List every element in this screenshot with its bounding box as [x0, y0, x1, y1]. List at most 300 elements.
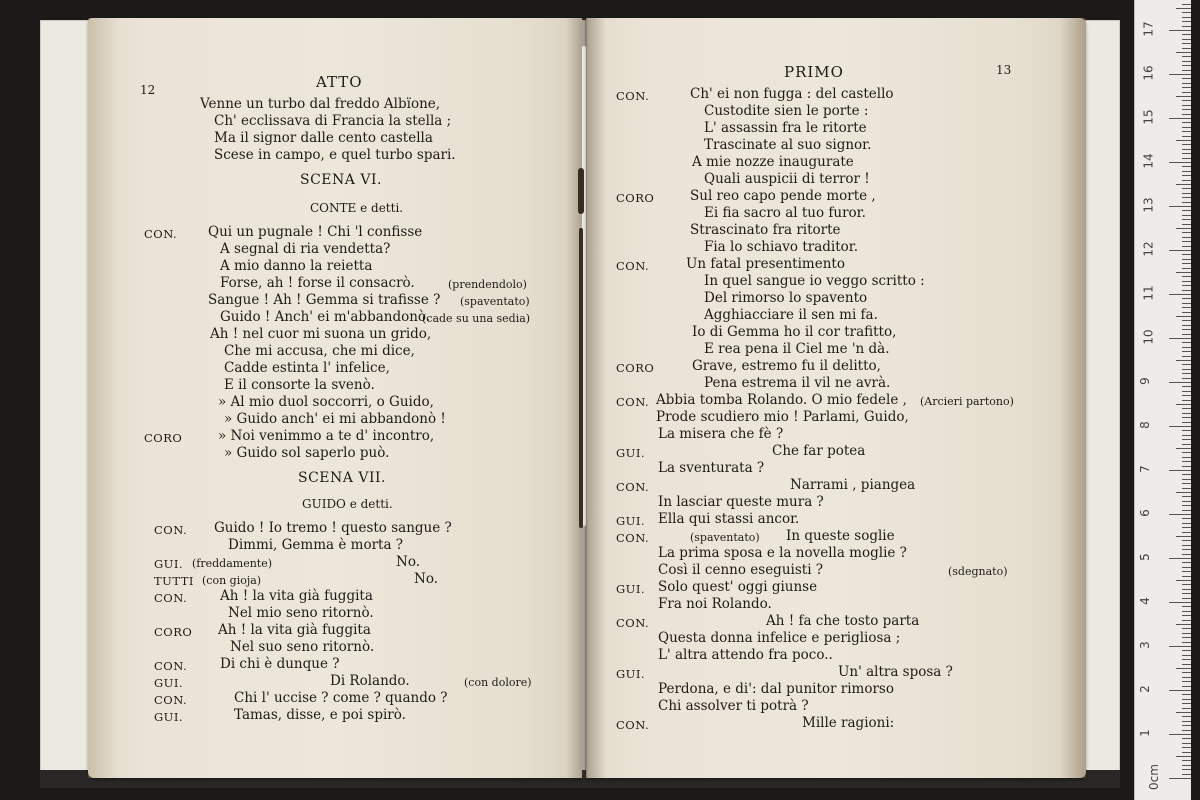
ruler-label: 5 — [1137, 553, 1152, 561]
ruler-tick — [1182, 65, 1191, 66]
ruler-tick — [1182, 743, 1191, 744]
verse-line: Un fatal presentimento — [686, 256, 845, 272]
stage-direction: (spaventato) — [690, 531, 760, 544]
ruler-tick — [1182, 202, 1191, 203]
ruler-tick — [1182, 694, 1191, 695]
ruler-tick — [1182, 246, 1191, 247]
ruler-tick — [1169, 690, 1191, 691]
stage-direction: (freddamente) — [192, 557, 273, 570]
verse-line: Agghiacciare il sen mi fa. — [704, 307, 878, 323]
ruler-tick — [1176, 272, 1191, 273]
verse-line: Nel suo seno ritornò. — [230, 639, 375, 655]
ruler-label: 3 — [1137, 641, 1152, 649]
verse-line: Sangue ! Ah ! Gemma si trafisse ? — [208, 292, 441, 308]
verse-line: Quali auspicii di terror ! — [704, 171, 870, 187]
ruler-tick — [1182, 760, 1191, 761]
verse-line: No. — [414, 571, 438, 587]
ruler-tick — [1182, 628, 1191, 629]
ruler-tick — [1169, 118, 1191, 119]
speaker-label: CON. — [616, 616, 650, 630]
stage-direction: (Arcieri partono) — [920, 395, 1014, 408]
ruler-tick — [1182, 725, 1191, 726]
verse-line: Ah ! fa che tosto parta — [766, 613, 920, 629]
ruler-tick — [1182, 593, 1191, 594]
ruler-tick — [1182, 329, 1191, 330]
ruler-tick — [1182, 699, 1191, 700]
ruler-tick — [1182, 765, 1191, 766]
ruler-tick — [1182, 268, 1191, 269]
ruler-tick — [1182, 56, 1191, 57]
speaker-label: CON. — [154, 659, 188, 673]
ruler-tick — [1182, 298, 1191, 299]
book-gutter — [566, 18, 606, 778]
ruler-tick — [1182, 518, 1191, 519]
ruler-tick — [1182, 78, 1191, 79]
speaker-label: CON. — [616, 395, 650, 409]
ruler-tick — [1182, 325, 1191, 326]
ruler-tick — [1182, 567, 1191, 568]
ruler-tick — [1176, 404, 1191, 405]
ruler-tick — [1182, 290, 1191, 291]
speaker-label: CON. — [154, 523, 188, 537]
ruler-tick — [1182, 83, 1191, 84]
ruler-tick — [1182, 105, 1191, 106]
ruler-tick — [1182, 347, 1191, 348]
ruler-tick — [1182, 413, 1191, 414]
ruler-tick — [1182, 461, 1191, 462]
ruler-tick — [1182, 523, 1191, 524]
verse-line: Che mi accusa, che mi dice, — [224, 343, 415, 359]
ruler-tick — [1182, 730, 1191, 731]
ruler-tick — [1182, 219, 1191, 220]
ruler-tick — [1182, 664, 1191, 665]
ruler-tick — [1169, 514, 1191, 515]
ruler-tick — [1182, 672, 1191, 673]
speaker-label: GUI. — [616, 667, 646, 681]
ruler-tick — [1182, 395, 1191, 396]
ruler-tick — [1169, 426, 1191, 427]
ruler-tick — [1182, 642, 1191, 643]
ruler-tick — [1182, 61, 1191, 62]
binding-cord — [579, 228, 583, 528]
ruler-tick — [1182, 369, 1191, 370]
verse-line: L' assassin fra le ritorte — [704, 120, 867, 136]
ruler-tick — [1182, 87, 1191, 88]
ruler-tick — [1182, 100, 1191, 101]
speaker-label: GUI. — [616, 446, 646, 460]
verse-line: Io di Gemma ho il cor trafitto, — [692, 324, 897, 340]
speaker-label: CON. — [616, 480, 650, 494]
verse-line: No. — [396, 554, 420, 570]
ruler-tick — [1182, 655, 1191, 656]
ruler-tick — [1182, 312, 1191, 313]
ruler-tick — [1182, 721, 1191, 722]
right-page — [586, 18, 1086, 778]
ruler-tick — [1182, 281, 1191, 282]
scene-cast: GUIDO e detti. — [302, 497, 393, 511]
ruler-tick — [1182, 589, 1191, 590]
ruler-tick — [1182, 686, 1191, 687]
verse-line: A mie nozze inaugurate — [692, 154, 854, 170]
ruler-tick — [1182, 571, 1191, 572]
ruler-tick — [1182, 70, 1191, 71]
ruler-tick — [1182, 703, 1191, 704]
verse-line: Mille ragioni: — [802, 715, 895, 731]
ruler-tick — [1182, 505, 1191, 506]
ruler-tick — [1176, 756, 1191, 757]
ruler-tick — [1182, 408, 1191, 409]
speaker-label: CON. — [144, 227, 178, 241]
ruler-tick — [1182, 545, 1191, 546]
ruler-tick — [1182, 488, 1191, 489]
verse-line: Ah ! la vita già fuggita — [218, 622, 371, 638]
speaker-label: CON. — [616, 89, 650, 103]
verse-line: Che far potea — [772, 443, 866, 459]
binding-knot — [578, 168, 584, 214]
scene-heading: SCENA VII. — [298, 470, 386, 486]
ruler-tick — [1182, 637, 1191, 638]
verse-line: A mio danno la reietta — [220, 258, 373, 274]
ruler-tick — [1182, 474, 1191, 475]
ruler-label: 10 — [1141, 329, 1156, 345]
ruler-tick — [1182, 769, 1191, 770]
verse-line: Di Rolando. — [330, 673, 410, 689]
verse-line: L' altra attendo fra poco.. — [658, 647, 833, 663]
ruler-tick — [1182, 677, 1191, 678]
ruler-tick — [1169, 646, 1191, 647]
ruler-tick — [1182, 285, 1191, 286]
ruler-tick — [1169, 734, 1191, 735]
verse-line: Così il cenno eseguisti ? — [658, 562, 824, 578]
ruler-tick — [1182, 210, 1191, 211]
ruler-label: 1 — [1137, 729, 1152, 737]
verse-line: Ma il signor dalle cento castella — [214, 130, 433, 146]
ruler-tick — [1182, 562, 1191, 563]
stage-direction: (con dolore) — [464, 676, 532, 689]
ruler-tick — [1182, 708, 1191, 709]
ruler-tick — [1182, 263, 1191, 264]
ruler-tick — [1182, 532, 1191, 533]
verse-line: Pena estrema il vil ne avrà. — [704, 375, 891, 391]
ruler-tick — [1182, 554, 1191, 555]
verse-line: Fra noi Rolando. — [658, 596, 772, 612]
stage-direction: (sdegnato) — [948, 565, 1008, 578]
verse-line: Ch' ecclissava di Francia la stella ; — [214, 113, 452, 129]
ruler-tick — [1182, 193, 1191, 194]
speaker-label: GUI. — [616, 582, 646, 596]
ruler-label: 7 — [1137, 465, 1152, 473]
ruler-tick — [1182, 752, 1191, 753]
ruler-tick — [1182, 122, 1191, 123]
verse-line: Ei fia sacro al tuo furor. — [704, 205, 866, 221]
ruler-tick — [1169, 778, 1191, 779]
ruler-tick — [1182, 351, 1191, 352]
ruler-tick — [1169, 206, 1191, 207]
ruler-tick — [1182, 457, 1191, 458]
verse-line: Narrami , piangea — [790, 477, 916, 493]
verse-line: La prima sposa e la novella moglie ? — [658, 545, 907, 561]
ruler-tick — [1176, 668, 1191, 669]
verse-line: » Noi venimmo a te d' incontro, — [218, 428, 435, 444]
ruler-tick — [1182, 241, 1191, 242]
ruler-tick — [1176, 536, 1191, 537]
verse-line: Abbia tomba Rolando. O mio fedele , — [656, 392, 907, 408]
ruler-tick — [1182, 307, 1191, 308]
ruler-tick — [1182, 422, 1191, 423]
ruler-tick — [1182, 356, 1191, 357]
ruler-tick — [1182, 378, 1191, 379]
ruler-tick — [1182, 430, 1191, 431]
ruler-tick — [1182, 92, 1191, 93]
stage-direction: (con gioja) — [202, 574, 262, 587]
ruler-tick — [1182, 43, 1191, 44]
verse-line: » Al mio duol soccorri, o Guido, — [218, 394, 434, 410]
ruler-tick — [1176, 448, 1191, 449]
verse-line: Guido ! Anch' ei m'abbandonò. — [220, 309, 431, 325]
ruler-tick — [1182, 166, 1191, 167]
ruler-tick — [1182, 716, 1191, 717]
stage-direction: (prendendolo) — [448, 278, 527, 291]
ruler-tick — [1182, 175, 1191, 176]
speaker-label: CON. — [616, 259, 650, 273]
ruler-tick — [1182, 681, 1191, 682]
verse-line: E il consorte la svenò. — [224, 377, 375, 393]
ruler-label: 9 — [1137, 377, 1152, 385]
ruler-tick — [1169, 250, 1191, 251]
ruler-tick — [1182, 149, 1191, 150]
speaker-label: CON. — [154, 693, 188, 707]
verse-line: Chi assolver ti potrà ? — [658, 698, 809, 714]
left-page — [88, 18, 582, 778]
page-number-left: 12 — [140, 83, 156, 97]
verse-line: Guido ! Io tremo ! questo sangue ? — [214, 520, 452, 536]
ruler-tick — [1182, 12, 1191, 13]
verse-line: Solo quest' oggi giunse — [658, 579, 818, 595]
running-head-right: PRIMO — [784, 63, 844, 81]
ruler-tick — [1176, 316, 1191, 317]
verse-line: Qui un pugnale ! Chi 'l confisse — [208, 224, 423, 240]
ruler-tick — [1169, 74, 1191, 75]
speaker-label: CORO — [616, 191, 655, 205]
verse-line: Scese in campo, e quel turbo spari. — [214, 147, 456, 163]
verse-line: Trascinate al suo signor. — [704, 137, 872, 153]
verse-line: Nel mio seno ritornò. — [228, 605, 374, 621]
ruler-tick — [1182, 39, 1191, 40]
ruler-label: 8 — [1137, 421, 1152, 429]
ruler-tick — [1176, 52, 1191, 53]
verse-line: Venne un turbo dal freddo Albïone, — [200, 96, 441, 112]
ruler-tick — [1182, 34, 1191, 35]
speaker-label: CON. — [154, 591, 188, 605]
ruler-tick — [1182, 144, 1191, 145]
ruler-tick — [1182, 452, 1191, 453]
ruler-label: 16 — [1141, 65, 1156, 81]
ruler-tick — [1182, 373, 1191, 374]
ruler-tick — [1182, 21, 1191, 22]
scene-heading: SCENA VI. — [300, 172, 382, 188]
ruler-tick — [1176, 492, 1191, 493]
ruler-tick — [1182, 738, 1191, 739]
verse-line: In quel sangue io veggo scritto : — [704, 273, 925, 289]
ruler-tick — [1182, 254, 1191, 255]
ruler-tick — [1182, 576, 1191, 577]
verse-line: Chi l' uccise ? come ? quando ? — [234, 690, 448, 706]
verse-line: Tamas, disse, e poi spirò. — [234, 707, 406, 723]
ruler-tick — [1182, 303, 1191, 304]
ruler-tick — [1182, 109, 1191, 110]
ruler-tick — [1182, 131, 1191, 132]
ruler-tick — [1176, 8, 1191, 9]
ruler-tick — [1182, 496, 1191, 497]
running-head-left: ATTO — [316, 73, 363, 91]
speaker-label: CORO — [154, 625, 193, 639]
ruler-label: 2 — [1137, 685, 1152, 693]
ruler-tick — [1182, 774, 1191, 775]
verse-line: Sul reo capo pende morte , — [690, 188, 876, 204]
ruler-tick — [1169, 338, 1191, 339]
ruler-tick — [1182, 659, 1191, 660]
ruler-label: 15 — [1141, 109, 1156, 125]
ruler-tick — [1176, 580, 1191, 581]
ruler-tick — [1182, 153, 1191, 154]
ruler-tick — [1182, 114, 1191, 115]
ruler-tick — [1182, 386, 1191, 387]
ruler-tick — [1182, 334, 1191, 335]
verse-line: In queste soglie — [786, 528, 895, 544]
speaker-label: CORO — [144, 431, 183, 445]
ruler-tick — [1182, 136, 1191, 137]
verse-line: Grave, estremo fu il delitto, — [692, 358, 881, 374]
ruler-label: 6 — [1137, 509, 1152, 517]
ruler-tick — [1182, 483, 1191, 484]
ruler-label: 0cm — [1146, 764, 1161, 790]
ruler-tick — [1169, 602, 1191, 603]
speaker-label: GUI. — [616, 514, 646, 528]
verse-line: Custodite sien le porte : — [704, 103, 869, 119]
verse-line: Strascinato fra ritorte — [690, 222, 841, 238]
ruler-tick — [1182, 158, 1191, 159]
verse-line: Ah ! nel cuor mi suona un grido, — [210, 326, 432, 342]
ruler-tick — [1182, 439, 1191, 440]
verse-line: Questa donna infelice e perigliosa ; — [658, 630, 901, 646]
ruler-tick — [1182, 197, 1191, 198]
ruler-tick — [1182, 598, 1191, 599]
ruler-tick — [1182, 17, 1191, 18]
ruler-tick — [1182, 364, 1191, 365]
verse-line: Cadde estinta l' infelice, — [224, 360, 390, 376]
verse-line: Prode scudiero mio ! Parlami, Guido, — [656, 409, 909, 425]
ruler-tick — [1182, 320, 1191, 321]
ruler-tick — [1169, 294, 1191, 295]
verse-line: La misera che fè ? — [658, 426, 784, 442]
verse-line: Ch' ei non fugga : del castello — [690, 86, 894, 102]
ruler-tick — [1182, 479, 1191, 480]
ruler-tick — [1182, 510, 1191, 511]
ruler-tick — [1176, 712, 1191, 713]
speaker-label: CORO — [616, 361, 655, 375]
ruler-tick — [1182, 540, 1191, 541]
ruler-tick — [1169, 470, 1191, 471]
verse-line: Fia lo schiavo traditor. — [704, 239, 859, 255]
ruler-tick — [1182, 391, 1191, 392]
measuring-ruler — [1134, 0, 1191, 800]
ruler-tick — [1176, 140, 1191, 141]
ruler-tick — [1182, 527, 1191, 528]
ruler-tick — [1169, 558, 1191, 559]
ruler-tick — [1182, 259, 1191, 260]
speaker-label: GUI. — [154, 557, 184, 571]
ruler-tick — [1182, 48, 1191, 49]
ruler-tick — [1182, 171, 1191, 172]
ruler-tick — [1182, 276, 1191, 277]
ruler-tick — [1182, 584, 1191, 585]
verse-line: Forse, ah ! forse il consacrò. — [220, 275, 415, 291]
ruler-tick — [1182, 501, 1191, 502]
ruler-tick — [1169, 162, 1191, 163]
verse-line: In lasciar queste mura ? — [658, 494, 824, 510]
ruler-label: 12 — [1141, 241, 1156, 257]
ruler-tick — [1182, 237, 1191, 238]
scene-cast: CONTE e detti. — [310, 201, 404, 215]
ruler-tick — [1182, 606, 1191, 607]
ruler-tick — [1182, 26, 1191, 27]
speaker-label: CON. — [616, 718, 650, 732]
ruler-tick — [1182, 417, 1191, 418]
ruler-tick — [1176, 624, 1191, 625]
ruler-tick — [1182, 435, 1191, 436]
ruler-tick — [1182, 611, 1191, 612]
ruler-label: 4 — [1137, 597, 1152, 605]
ruler-label: 17 — [1141, 21, 1156, 37]
stage-direction: (cade su una sedia) — [422, 312, 531, 325]
ruler-tick — [1182, 633, 1191, 634]
open-book — [88, 18, 1088, 780]
ruler-tick — [1182, 342, 1191, 343]
ruler-tick — [1182, 620, 1191, 621]
ruler-tick — [1182, 188, 1191, 189]
ruler-tick — [1182, 180, 1191, 181]
ruler-tick — [1182, 444, 1191, 445]
ruler-tick — [1169, 382, 1191, 383]
page-number-right: 13 — [996, 63, 1012, 77]
ruler-tick — [1182, 215, 1191, 216]
ruler-tick — [1176, 360, 1191, 361]
ruler-tick — [1176, 184, 1191, 185]
speaker-label: TUTTI — [154, 574, 194, 588]
speaker-label: CON. — [616, 531, 650, 545]
verse-line: La sventurata ? — [658, 460, 765, 476]
ruler-label: 14 — [1141, 153, 1156, 169]
verse-line: Perdona, e di': dal punitor rimorso — [658, 681, 894, 697]
ruler-tick — [1182, 549, 1191, 550]
ruler-tick — [1182, 650, 1191, 651]
ruler-label: 13 — [1141, 197, 1156, 213]
verse-line: Un' altra sposa ? — [838, 664, 953, 680]
verse-line: E rea pena il Ciel me 'n dà. — [704, 341, 890, 357]
ruler-tick — [1182, 615, 1191, 616]
verse-line: » Guido anch' ei mi abbandonò ! — [224, 411, 446, 427]
ruler-tick — [1182, 747, 1191, 748]
verse-line: Del rimorso lo spavento — [704, 290, 868, 306]
speaker-label: GUI. — [154, 676, 184, 690]
ruler-tick — [1182, 224, 1191, 225]
stage-direction: (spaventato) — [460, 295, 530, 308]
verse-line: A segnal di ria vendetta? — [220, 241, 391, 257]
speaker-label: GUI. — [154, 710, 184, 724]
verse-line: Ah ! la vita già fuggita — [220, 588, 373, 604]
verse-line: Di chi è dunque ? — [220, 656, 340, 672]
ruler-tick — [1182, 127, 1191, 128]
